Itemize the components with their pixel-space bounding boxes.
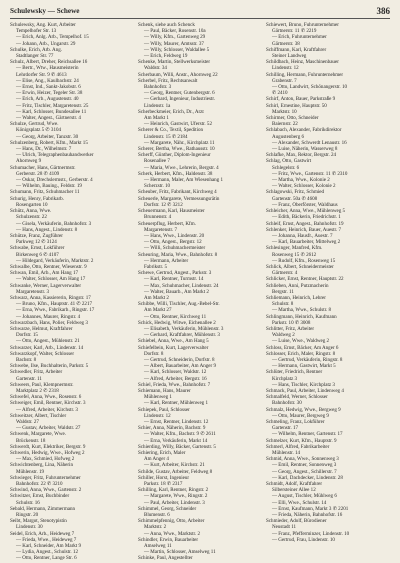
directory-entry: Schilling, Karl, Rentner, Ringstr. 2	[138, 487, 209, 494]
directory-entry: Schlagowski, Fritz, Schmied	[266, 189, 325, 196]
directory-entry: Schwieger, Fritz, Fuhrunternehmer	[10, 474, 81, 481]
directory-entry-continuation: Baiernstr. 22	[272, 121, 298, 128]
directory-entry: Schilling, Hermann, Fuhrunternehmer	[266, 71, 344, 78]
directory-entry-continuation: — Margarete, Nähr., Kirchplatz 11	[144, 139, 215, 146]
directory-entry-continuation: Fabrikstr. 5	[144, 263, 167, 270]
directory-entry: Schwefel, Anna, Wwe., Rosenstr. 6	[10, 394, 82, 401]
directory-entry-continuation: — Martin, Schlosser, Amselweg 11	[144, 549, 216, 556]
directory-entry: Scheuerpflug, Herbert, Kfm.	[138, 220, 196, 227]
directory-entry: Schiefelbein, Kurt, Lagerverwalter	[138, 344, 209, 351]
directory-entry-continuation: — Frieda, Näherin, Bahnhofstr. 16	[272, 512, 343, 519]
directory-entry-continuation: — Edith, Bäckerin, Friedrichstr. 1	[272, 214, 341, 221]
directory-entry: Schulewsky, Ang. Kurt, Arbeiter	[10, 22, 76, 28]
directory-entry: Schiebel, Anna, Wwe., Am Hang 5	[138, 338, 209, 345]
directory-entry: Schwalbe, Otto, Rentner, Wiesenstr. 9	[10, 263, 87, 270]
directory-entry-continuation: — Willy, Maurer, Amtsstr. 37	[144, 40, 204, 47]
directory-entry-continuation: — Erna, Verkäuferin, Markt 14	[144, 437, 208, 444]
directory-entry: Schwind, Anna, Wwe., Gartenstr. 2	[10, 487, 82, 494]
directory-entry: Schewe, Gertrud, Angest., Parkstr. 3	[138, 270, 212, 277]
directory-entry-continuation: — Otto, Landwirt, Schönangerstr. 10	[272, 84, 347, 91]
directory-entry: Schumacher, Hans, Gärtnermstr.	[10, 164, 76, 171]
directory-entry-continuation: — Walter, Angest., Gärtnerstr. 4	[16, 115, 81, 122]
directory-entry: Seibt, Margot, Stenotypistin	[10, 518, 67, 525]
directory-entry: Scheuring, Maria, Wwe., Bahnhofstr. 8	[138, 251, 218, 258]
directory-entry: Schilde, Gustav, Arbeiter, Feldweg 8	[138, 468, 213, 475]
directory-entry: Schlieben, Anni, Putzmacherin	[266, 282, 329, 289]
directory-entry: Schmalz, Hedwig, Wwe., Bergweg 9	[266, 406, 341, 413]
directory-entry: Schmalfeld, Werner, Schlosser	[266, 394, 328, 401]
directory-entry: Schenke, Martin, Stellwerksmeister	[138, 59, 211, 66]
directory-entry-continuation: Waldstr. 34	[144, 65, 167, 72]
directory-entry: Schulz, Albert, Dreher, Reichsallee 16	[10, 59, 88, 66]
directory-entry-continuation: — Karl, Schlosser, Waldstr. 12	[144, 369, 207, 376]
directory-entry-continuation: Rosengarten 10	[16, 201, 48, 208]
directory-entry-continuation: Neustadt 11	[272, 524, 297, 531]
directory-entry-continuation: — Karl, Rentner, Mühlenweg 1	[144, 400, 208, 407]
directory-entry-continuation: Brückenstr. 18	[16, 437, 46, 444]
directory-entry-continuation: — Alexander, Schwerdt Lenaustr. 16	[272, 139, 347, 146]
directory-entry: Schmidt, Adolf, Kraftfahrer	[266, 481, 323, 488]
directory-entry: Schiel, Frieda, Wwe., Bahnhofstr. 7	[138, 381, 211, 388]
directory-entry-continuation: Steiner Landweg	[272, 53, 307, 60]
directory-entry-continuation: Ahornweg 9	[16, 158, 42, 165]
directory-entry: Schlafke, Max, Rektor, Bergstr. 24	[266, 152, 337, 159]
directory-entry-continuation: Lindenstr. 12	[272, 65, 299, 72]
directory-entry-continuation: — Kurt, Arbeiter, Kirchstr. 21	[144, 462, 205, 469]
directory-entry: Schwebe, Ilse, Buchhalterin, Parkstr. 5	[10, 363, 89, 370]
directory-entry-continuation: Parkweg 12 ✆ 3124	[16, 239, 57, 246]
directory-entry-continuation: — Hans, Tischler, Kirchplatz 3	[272, 381, 335, 388]
directory-entry-continuation: — Hildegard, Verkäuferin, Marktstr. 2	[16, 257, 94, 264]
directory-entry-continuation: Königsplatz 5 ✆ 3104	[16, 127, 62, 134]
directory-entry: Schmeling, Franz, Lokführer	[266, 419, 325, 425]
directory-entry-continuation: Mühlenstr. 14	[272, 450, 301, 457]
directory-entry-continuation: Bahnhofstr. 30	[272, 400, 302, 407]
directory-entry: Schirl, Ernestine, Hauptstr. 50	[266, 102, 327, 109]
directory-entry-continuation: — Luise, Näherin, Wasserweg 8	[272, 146, 338, 153]
directory-entry: Schierding, Willy, Bäcker, Gartenstr. 5	[138, 443, 216, 450]
directory-entry: Schwan, Emil, Arb., Am Hang 17	[10, 270, 78, 277]
directory-entry-continuation: Am Markt 2	[144, 294, 169, 301]
directory-entry: Scherer & Co., Textil, Spedition	[138, 127, 204, 134]
directory-entry: Schirmer, Otto, Schneider	[266, 115, 319, 122]
directory-entry-continuation: — Hermann, Gastwirt, Markt 5	[272, 363, 336, 370]
directory-entry: Schick, Hedwig, Witwe, Eichenallee 2	[138, 319, 216, 326]
directory-entry: Schiewert, Bruno, Fuhrunternehmer	[266, 22, 339, 28]
directory-entry-continuation: Dorfstr. 12 ✆ 3212	[144, 201, 183, 208]
directory-entry-continuation: — Wilhelm, Bauing., Feldstr. 19	[16, 183, 82, 190]
directory-entry-continuation: Gärtnerstr. 4	[272, 270, 298, 277]
directory-entry-continuation: — Gertrud, Schneiderin, Dorfstr. 8	[144, 356, 215, 363]
directory-entry-continuation: Bahnhofstr. 3	[144, 84, 172, 91]
directory-entry-continuation: Am Anger 4	[144, 456, 169, 463]
directory-entry-continuation: Rosenweg 15 ✆ 2612	[272, 251, 317, 258]
directory-entry: Schütze, Franz, Zugführer	[10, 232, 63, 239]
directory-entry-continuation: — Willy, Schlosser, Waldallee 5	[144, 46, 210, 53]
directory-entry-continuation: Grabenstr. 7	[272, 77, 297, 84]
directory-entry-continuation: — Franz, Pfefferminzer, Lindenstr. 10	[272, 530, 350, 537]
directory-entry-continuation: Waldweg 2	[272, 332, 295, 339]
directory-entry-continuation: — Lydia, Angest., Schulstr. 12	[16, 549, 78, 556]
page-number: 386	[376, 6, 390, 16]
directory-entry-continuation: Am Markt 1	[144, 115, 169, 122]
directory-entry: Schwarze, Helmut, Kraftfahrer	[10, 325, 73, 332]
directory-entry-continuation: — Otto, Angest., Mühlenstr. 21	[16, 338, 80, 345]
directory-entry: Schumann, Fritz, Schuhmacher 11	[10, 189, 80, 196]
directory-entry: Schibbe, Willi, Tischler, Aug.-Bebel-Str.	[138, 301, 220, 308]
directory-entry: Schweitzer, Albert, Tischler	[10, 412, 67, 419]
directory-entry-continuation: — Willi, Schuhmachermeister	[144, 245, 206, 252]
directory-entry-continuation: Schulstr. 16	[16, 499, 40, 506]
directory-entry: Schier, Anna, Näherin, Bachstr. 9	[138, 425, 206, 432]
directory-entry: Schwerdt, Kurt, Elektriker, Bergstr. 9	[10, 443, 86, 450]
directory-entry-continuation: — Elli, Wwe., Schulstr. 14	[272, 499, 327, 506]
directory-entry: Schwichtenberg, Lina, Näherin	[10, 462, 73, 469]
directory-entry-continuation: Gärtnerstr. 38	[272, 40, 300, 47]
directory-entry-continuation: Dorfstr. 15	[16, 332, 38, 339]
directory-entry-continuation: — Hans, Wwe., Lindenstr. 20	[144, 232, 205, 239]
directory-entry-continuation: Waldstr. 27	[16, 419, 39, 425]
directory-entry-continuation: — Frieda, Wwe., Heideweg 7	[16, 536, 77, 543]
directory-entry: Seidel, Erich, Arb., Heideweg 7	[10, 530, 75, 537]
directory-entry: Schlenker, Heinrich, Bauer, Auestr. 7	[266, 226, 341, 233]
directory-entry-continuation: — Gertrud, Verkäuferin, Ringstr. 8	[272, 356, 343, 363]
directory-entry-continuation: Parkstr. 18 ✆ 2317	[144, 481, 183, 488]
directory-entry: Scherer, Bertha, Wwe., Rathausstr. 10	[138, 146, 215, 153]
directory-entry: Schiering, Erich, Maler	[138, 450, 186, 457]
directory-entry-continuation: — Hermann, Maler, Am Wiesenhang 1	[144, 177, 223, 184]
directory-entry-continuation: Gartenstr. 50a ✆ 4608	[272, 195, 318, 202]
directory-column-1	[10, 22, 134, 562]
directory-entry: Schwarz, Anna, Kassiererin, Ringstr. 17	[10, 294, 91, 301]
directory-entry-continuation: Bahnhofstr. 22 ✆ 3210	[16, 481, 63, 488]
directory-entry: Sebald, Hermann, Zimmermann	[10, 505, 76, 512]
directory-entry-continuation: — Otto, Rentner, Kirchweg 11	[144, 313, 207, 320]
directory-entry-continuation: Lehrdorfer Str. 9 ✆ 4613	[16, 71, 67, 78]
directory-entry: Scherbeckmeier, Erich, Dr., Arzt	[138, 108, 204, 115]
directory-entry: Schinke, Paul, Angestellter	[138, 555, 193, 562]
directory-entry-continuation: Gerberstr. 28 ✆ 4109	[16, 170, 60, 177]
directory-entry-continuation: Brunnenstr. 4	[144, 214, 172, 221]
directory-entry-continuation: — Hermann, Arbeiter	[144, 257, 189, 264]
directory-entry-continuation: Bachstr. 8	[16, 356, 37, 363]
directory-entry: Schlingmann, Heinrich, Kaufmann	[266, 313, 337, 320]
directory-entry: Schwitzer, Ernst, Buchbinder	[10, 493, 70, 500]
directory-entry-continuation: Schulstr. 8	[272, 301, 294, 308]
directory-entry: Schenk, siehe auch Schenck	[138, 22, 195, 28]
directory-entry: Scheuermann, Karl, Hausmeister	[138, 208, 205, 215]
directory-entry-continuation: — Wilhelm, Rentner, Gartenstr. 17	[272, 431, 343, 438]
directory-entry-continuation: Lindenstr. 1a	[144, 102, 171, 109]
directory-entry-continuation: — Karl, Schlosser, Bundesallee 11	[16, 108, 87, 115]
directory-entry-continuation: — Fritz, Tischler, Margaretenstr. 25	[16, 102, 89, 109]
directory-entry-continuation: — Rudolf, Kfm., Rosenweg 15	[272, 257, 336, 264]
directory-entry-continuation: — Hans, Dr., Wilhelmstr. 7	[16, 146, 72, 153]
directory-entry-continuation: — Luise, Wwe., Waldweg 2	[272, 338, 330, 345]
directory-column-2	[138, 22, 262, 562]
directory-entry-continuation: Schlegelstr. 6	[272, 164, 300, 171]
directory-entry-continuation: — Hans, Angest., Lindenstr. 8	[16, 226, 78, 233]
directory-entry-continuation: — Erna, Wwe., Fabrikarb., Ringstr. 17	[16, 307, 95, 314]
directory-entry-continuation: Marktplatz 2 ✆ 2318	[16, 387, 59, 394]
directory-entry: Scheuerle, Margarete, Vermessungsrätin	[138, 195, 220, 202]
directory-entry-continuation: — Georg, Rentner, Gutenbergstr. 6	[144, 90, 215, 97]
directory-entry-continuation: — Gustav, Arbeiter, Waldstr. 27	[16, 425, 81, 432]
directory-entry-continuation: Gartenstr. 17	[272, 425, 299, 432]
directory-entry-continuation: — Georg, Angest., Schillerstr. 7	[272, 468, 337, 475]
directory-entry: Schwanke, Werner, Lagerverwalter	[10, 282, 82, 289]
directory-entry: Schwabe, Ernst, Lokführer	[10, 245, 65, 252]
directory-entry-continuation: — Walter, Bauarb., Am Markt 2	[144, 288, 209, 295]
directory-entry-continuation: Amselweg 11	[144, 543, 172, 550]
directory-entry-continuation: — Gerhard, Kraftfahrer, Mühlenstr. 3	[144, 332, 220, 339]
directory-entry-continuation: — Maria, Wwe., Lehrerin, Bergstr. 4	[144, 164, 219, 171]
directory-entry-continuation: Blumenstr. 6	[144, 512, 170, 519]
directory-entry-continuation: — Johanna, Hausfr., Auestr. 7	[272, 232, 333, 239]
directory-entry: Schlag, Otto, Gastwirt	[266, 158, 312, 165]
directory-entry: Schmieder, Adolf, Bürodiener	[266, 518, 327, 525]
directory-entry: Schwarzbach, Hans, Polier, Feldweg 3	[10, 319, 88, 326]
directory-entry: Schimmel, Georg, Schneider	[138, 505, 197, 512]
directory-entry: Scheuber, Fritz, Fabrikant, Kirchweg 4	[138, 189, 217, 196]
directory-entry-continuation: Lindenstr. 30	[16, 524, 43, 531]
directory-entry-continuation: — Emil, Rentner, Sonnenweg 3	[272, 462, 337, 469]
directory-entry-continuation: — Ulrich, Telegraphenbauhandwerker	[16, 152, 94, 159]
directory-entry-continuation: — Elisabeth, Verkäuferin, Mühlenstr. 3	[144, 325, 224, 332]
directory-entry: Schwerin, Hedwig, Wwe., Hofweg 2	[10, 450, 85, 457]
directory-entry-continuation: Mühlenweg 1	[144, 394, 172, 401]
directory-entry: Schwarzkopf, Walter, Schlosser	[10, 350, 75, 357]
directory-entry-continuation: Gärtnerstr. 11 ✆ 2219	[272, 28, 317, 35]
directory-entry: Schmack, Paul, Arbeiter, Lindenweg 4	[266, 387, 344, 394]
directory-entry-continuation: — Alfred, Arbeiter, Bergstr. 16	[144, 375, 207, 382]
directory-entry-continuation: — Johann, Arb., Ungarstr. 29	[16, 40, 76, 47]
directory-entry: Schlitter, Fritz, Arbeiter	[266, 325, 315, 332]
directory-entry: Scherff, Günther, Diplom-Ingenieur	[138, 152, 211, 159]
directory-entry-continuation: Bergstr. 11	[272, 288, 294, 295]
directory-entry-continuation: — Max, Schuhmacher, Lindenstr. 24	[144, 282, 219, 289]
directory-entry-continuation: — Willy, Kfm., Gartenweg 29	[144, 34, 206, 41]
directory-entry-continuation: — Otto, Rentner, Lange Str. 6	[16, 555, 77, 562]
directory-entry-continuation: — Heinrich, Gastwirt, Uferstr. 52	[144, 121, 212, 128]
directory-entry-continuation: — Karl, Schneider, Am Markt 9	[16, 543, 81, 550]
page-header	[10, 6, 390, 19]
directory-entry: Schulke, Erich, Arb. Ang.	[10, 46, 63, 53]
directory-column-3	[266, 22, 390, 556]
directory-entry-continuation: Marktstr. 2	[144, 524, 167, 531]
directory-entry-continuation: — Elise, Ang., Kaulbachstr. 24	[16, 77, 79, 84]
directory-entry: Schiller, Horst, Ingenieur	[138, 474, 190, 481]
directory-entry-continuation: — Erich, Feldweg 19	[144, 53, 188, 60]
directory-entry-continuation: — Otto, Maurer, Bergweg 9	[272, 412, 329, 419]
directory-entry: Schiffmann, Karl, Kraftfahrer	[266, 46, 327, 53]
directory-entry-continuation: — Johannes, Maurer, Ringstr. 4	[16, 313, 81, 320]
directory-entry-continuation: Am Markt 27	[144, 307, 172, 314]
directory-entry-continuation: — Anna, Wwe., Marktstr. 2	[144, 530, 200, 537]
directory-entry-continuation: — Otto, Angest., Bergstr. 12	[144, 239, 202, 246]
directory-entry-continuation: — Karl, Bauarbeiter, Mittelweg 2	[272, 239, 341, 246]
directory-entry-continuation: — Georg, Arbeiter, Tanzstr. 30	[16, 133, 79, 140]
directory-entry-continuation: Margaretenstr. 7	[144, 226, 177, 233]
directory-entry-continuation: — Karl, Rentner, Turmstr. 14	[144, 276, 204, 283]
directory-entry: Schiepek, Paul, Schlosser	[138, 406, 190, 413]
directory-entry-continuation: Kirchplatz 3	[272, 375, 298, 382]
directory-entry: Schwedler, Fritz, Arbeiter	[10, 369, 63, 376]
directory-entry: Schindler, Erwin, Bauarbeiter	[138, 536, 199, 543]
directory-entry: Schulzenberg, Robert, Kfm., Markt 15	[10, 139, 88, 146]
directory-entry: Schmelzer, Kurt, Kfm., Hauptstr. 9	[266, 437, 337, 444]
directory-entry-continuation: — Oskar, Drechslermstr., Gerberstr. 4	[16, 177, 93, 184]
directory-entry: Schimmelpfennig, Otto, Arbeiter	[138, 518, 205, 525]
directory-entry-continuation: — Gerhard, Ingenieur, Industriestr.	[144, 96, 215, 103]
directory-entry-continuation: — Gisela, Verkäuferin, Bahnhofstr. 3	[16, 220, 92, 227]
directory-entry: Schlesinger, Manfred, Kfm.	[266, 245, 323, 252]
header-name-range: Schulewsky — Schewe	[10, 7, 80, 15]
directory-entry: Schleif, Ernst, Angest., Bahnhofstr. 19	[266, 220, 344, 227]
directory-entry-continuation: — Martha, Wwe., Kolonie 2	[272, 177, 330, 184]
directory-entry-continuation: — Franz, Oberförster, Waldhaus	[272, 201, 338, 208]
directory-entry: Schiemann, Hans, Maurer	[138, 387, 191, 394]
directory-entry-continuation: Lindenstr. 12	[144, 412, 171, 419]
directory-entry-continuation: Lindenstr. 15 ✆ 2184	[144, 133, 188, 140]
directory-entry: Schlosser, Erich, Maler, Ringstr. 8	[266, 350, 336, 357]
directory-entry: Schlicker, Ernst, Rentner, Hauptstr. 22	[266, 276, 344, 283]
directory-entry-continuation: — Margarete, Wwe., Ringstr. 2	[144, 493, 208, 500]
directory-entry-continuation: Silbersteiner Allee 12	[272, 487, 316, 494]
directory-entry-continuation: — Gertrud, Frau, Lindenstr. 10	[272, 536, 335, 543]
directory-entry-continuation: — Fritz, Wwe., Gartenstr. 11 ✆ 2310	[272, 170, 348, 177]
directory-entry-continuation: — Ernst, Rentner, Lindenstr. 12	[144, 419, 209, 425]
directory-entry-continuation: Margaretenstr. 3	[16, 288, 49, 295]
directory-entry: Schlabach, Alexander, Fabrikdirektor	[266, 127, 342, 134]
directory-entry-continuation: Dorfstr. 8	[144, 350, 164, 357]
directory-entry: Schleicher, Anna, Wwe., Mühlenweg 5	[266, 208, 346, 215]
directory-entry-continuation: Ringstr. 20	[16, 512, 39, 519]
directory-entry-continuation: — Erich, Anlg. Arb., Tempelhof. 15	[16, 34, 89, 41]
directory-entry-continuation: — Ernst, Ind., Sankt-Jakobstr. 6	[16, 84, 81, 91]
directory-entry-continuation: Parkstr. 10 ✆ 3008	[272, 319, 311, 326]
directory-entry-continuation: — Bertr., Wtw., Hausmeisterin	[16, 65, 79, 72]
directory-entry-continuation: — Karl, Dachdecker, Lindenstr. 28	[272, 474, 343, 481]
directory-entry-continuation: — Albert, Bauarbeiter, Am Anger 9	[144, 363, 216, 370]
directory-entry: Schulze, Gertrud, Wwe.	[10, 121, 59, 128]
directory-entry-continuation: — Ernst, Kaufmann, Markt 3 ✆ 2201	[272, 505, 349, 512]
directory-entry-continuation: — Max, Schmied, Hofweg 2	[16, 456, 75, 463]
directory-entry: Schildbach, Heinz, Maschinenbauer	[266, 59, 339, 66]
directory-entry-continuation: — Paul, Arbeiter, Lindenstr. 3	[144, 499, 205, 506]
directory-entry: Scherbaum, Willi, Anstr., Ahornweg 22	[138, 71, 218, 78]
directory-entry: Schmid, Anna, Wwe., Sonnenweg 3	[266, 456, 339, 463]
directory-entry-continuation: — Paul, Bäcker, Rosenstr. 10a	[144, 28, 206, 35]
directory-entry: Schweers, Paul, Klempnermstr.	[10, 381, 74, 388]
directory-entry-continuation: Scherzstr. 10	[144, 183, 171, 190]
directory-entry: Schliemann, Heinrich, Lehrer	[266, 294, 326, 301]
directory-entry: Schmerl, Alfred, Fabrikarbeiter	[266, 443, 330, 450]
directory-entry-continuation: Marktstr. 10	[272, 108, 297, 115]
directory-entry-continuation: — Walter, Kfm., Bachstr. 9 ✆ 2611	[144, 431, 216, 438]
directory-entry-continuation: Rosenallee 7	[144, 158, 170, 165]
directory-entry-continuation: Schulzenstr. 22	[16, 214, 47, 221]
directory-entry-continuation: Tempelhofer Str. 13	[16, 28, 57, 35]
directory-entry-continuation: ✆ 2410	[272, 90, 288, 97]
directory-entry: Schurig, Henry, Fabrikarb.	[10, 195, 64, 202]
directory-entry-continuation: — Erwin, Heizer, Tegeler Str. 38	[16, 90, 83, 97]
directory-entry-continuation: Mühlenstr. 19	[16, 468, 45, 475]
directory-entry: Schwenk, Margarete, Wwe.	[10, 431, 67, 438]
directory-entry: Schlüter, Friedrich, Rentner	[266, 369, 323, 376]
directory-entry: Schirf, Anton, Bauer, Parkstraße 9	[266, 96, 336, 103]
directory-entry-continuation: — Walter, Schlosser, Kolonie 2	[272, 183, 336, 190]
directory-entry-continuation: — Martha, Wwe., Schulstr. 8	[272, 307, 332, 314]
directory-entry-continuation: — Walter, Schlosser, Am Hang 17	[16, 276, 86, 283]
directory-entry-continuation: — Erich, Arb., Augustenstr. 40	[16, 96, 79, 103]
directory-entry-continuation: Birkenweg 6 ✆ 4107	[16, 251, 59, 258]
directory-entry-continuation: Stadtlanger Str. 77	[16, 53, 54, 60]
directory-entry-continuation: — August, Tischler, Mühlweg 6	[272, 493, 337, 500]
directory-entry-continuation: Augustenberg 6	[272, 133, 305, 140]
directory-entry-continuation: — Alfred, Arbeiter, Kirchstr. 3	[16, 406, 78, 413]
directory-entry: Schütz, Anna, Wwe.	[10, 208, 52, 215]
directory-entry: Schwarzer, Karl, Arb., Lindenstr. 14	[10, 344, 84, 351]
directory-entry: Schweiger, Emil, Rentner, Kirchstr. 3	[10, 400, 86, 407]
directory-entry-continuation: — Erich, Fuhrunternehmer	[272, 34, 327, 41]
directory-entry: Schloss, Ernst, Bäcker, Am Anger 6	[266, 344, 339, 351]
directory-entry-continuation: — Bruno, Kfm., Hauptstr. 41 ✆ 2217	[16, 301, 93, 308]
directory-entry: Scherbel, Fritz, Rechtsanwalt	[138, 77, 198, 84]
directory-entry: Scherk, Herbert, Kfm., Haldenstr. 38	[138, 170, 213, 177]
directory-entry-continuation: Gartenstr. 11	[16, 375, 42, 382]
directory-entry: Schlick, Albert, Schneidermeister	[266, 263, 334, 270]
